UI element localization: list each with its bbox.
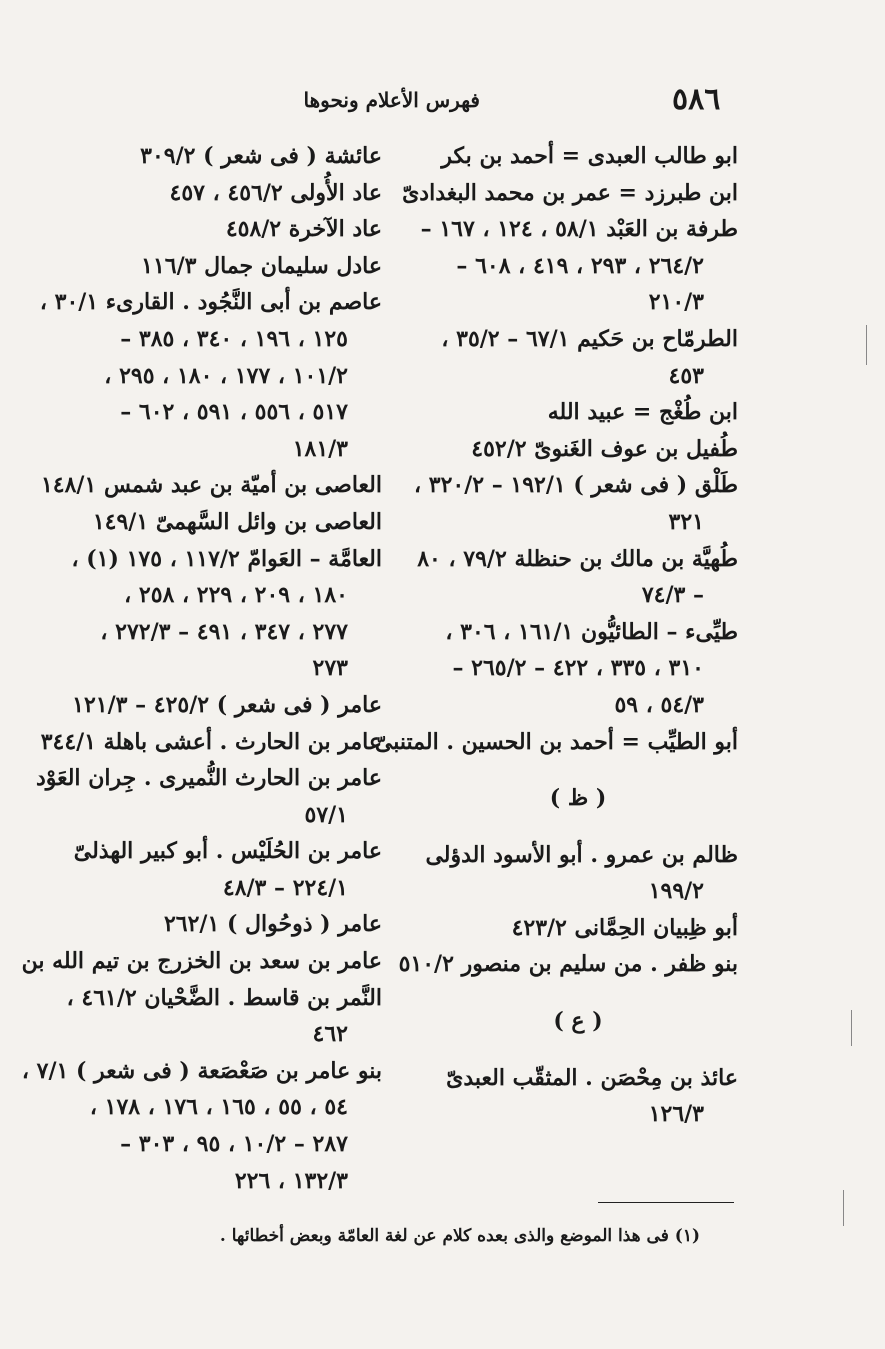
index-entry-continuation: ٤٦٢: [312, 1021, 348, 1048]
index-entry: عامر بن الحارث النُّميرى . جِران العَوْد: [35, 765, 382, 792]
margin-mark: [851, 1010, 852, 1046]
index-entry: عامر بن الحارث . أعشى باهلة ٣٤٤/١: [40, 728, 382, 755]
index-entry: بنو ظفر . من سليم بن منصور ٥١٠/٢: [398, 951, 738, 978]
index-entry-continuation: ٥١٧ ، ٥٥٦ ، ٥٩١ ، ٦٠٢ –: [120, 399, 348, 426]
index-entry-continuation: ٢٧٣: [312, 655, 348, 682]
index-entry: أبو الطيِّب = أحمد بن الحسين . المتنبىّ: [374, 728, 738, 755]
index-entry-continuation: ٢٦٤/٢ ، ٢٩٣ ، ٤١٩ ، ٦٠٨ –: [456, 252, 704, 279]
index-entry: طُهيَّة بن مالك بن حنظلة ٧٩/٢ ، ٨٠: [417, 545, 738, 572]
index-entry: ظالم بن عمرو . أبو الأسود الدؤلى: [425, 841, 738, 868]
index-entry: عادل سليمان جمال ١١٦/٣: [141, 252, 382, 279]
page-number: ٥٨٦: [672, 82, 721, 117]
index-entry: ابو طالب العبدى = أحمد بن بكر: [441, 143, 738, 169]
index-entry: عائشة ( فى شعر ) ٣٠٩/٢: [140, 143, 382, 169]
index-entry: طيِّىء – الطائيُّون ١٦١/١ ، ٣٠٦ ،: [445, 618, 738, 645]
index-entry-continuation: ٤٥٣: [668, 362, 704, 389]
index-entry: طرفة بن العَبْد ٥٨/١ ، ١٢٤ ، ١٦٧ –: [420, 216, 738, 243]
index-entry: عاد الآخرة ٤٥٨/٢: [225, 216, 382, 243]
section-spacer: [418, 760, 738, 780]
index-entry-continuation: ١٢٥ ، ١٩٦ ، ٣٤٠ ، ٣٨٥ –: [120, 325, 348, 352]
footnote: (١) فى هذا الموضع والذى بعده كلام عن لغة العامّة وبعض أخطائها .: [219, 1226, 700, 1246]
index-entry: العاصى بن أميّة بن عبد شمس ١٤٨/١: [40, 472, 382, 499]
index-column-right: [374, 138, 738, 1133]
index-column-left: [21, 138, 382, 1199]
section-spacer: [418, 817, 738, 837]
margin-mark: [866, 325, 867, 365]
index-entry: عاصم بن أبى النَّجُود . القارىء ٣٠/١ ،: [39, 289, 382, 316]
index-entry-continuation: ٢٢٤/١ – ٤٨/٣: [222, 874, 348, 901]
index-entry-continuation: ١٩٩/٢: [648, 878, 704, 905]
index-entry: العامَّة – العَوامّ ١١٧/٢ ، ١٧٥ (١) ،: [71, 545, 382, 572]
margin-mark: [843, 1190, 844, 1226]
index-entry-continuation: ١٠١/٢ ، ١٧٧ ، ١٨٠ ، ٢٩٥ ،: [104, 362, 348, 389]
index-entry-continuation: ١٨٠ ، ٢٠٩ ، ٢٢٩ ، ٢٥٨ ،: [124, 582, 348, 609]
index-entry: أبو ظِبيان الحِمَّانى ٤٢٣/٢: [511, 914, 738, 941]
index-entry-continuation: ٢٧٧ ، ٣٤٧ ، ٤٩١ – ٢٧٢/٣ ،: [100, 618, 348, 645]
index-entry: ابن طُغْج = عبيد الله: [547, 399, 738, 426]
index-entry: عائذ بن مِحْصَن . المثقّب العبدىّ: [446, 1064, 738, 1091]
section-spacer: [418, 1040, 738, 1060]
index-entry: عاد الأُولى ٤٥٦/٢ ، ٤٥٧: [169, 179, 382, 206]
index-entry: طُفيل بن عوف الغَنوىّ ٤٥٢/٢: [471, 435, 738, 462]
running-head: فهرس الأعلام ونحوها: [303, 88, 480, 112]
index-entry: عامر بن الحُلَيْس . أبو كبير الهذلىّ: [73, 838, 382, 865]
index-entry: عامر ( فى شعر ) ٤٢٥/٢ – ١٢١/٣: [72, 691, 382, 718]
index-entry-continuation: – ٧٤/٣: [641, 582, 704, 609]
index-entry-continuation: ٥٧/١: [304, 801, 348, 828]
index-entry: طَلْق ( فى شعر ) ١٩٢/١ – ٣٢٠/٢ ،: [413, 472, 738, 499]
index-entry-continuation: ١٨١/٣: [292, 435, 348, 462]
section-letter: ( ظ ): [549, 785, 607, 812]
index-entry-continuation: ٥٤/٣ ، ٥٩: [614, 691, 704, 718]
index-entry: بنو عامر بن صَعْصَعة ( فى شعر ) ٧/١ ،: [21, 1057, 382, 1084]
index-entry-continuation: ٢١٠/٣: [648, 289, 704, 316]
page-header: [0, 80, 885, 120]
index-entry-continuation: ١٣٢/٣ ، ٢٢٦: [234, 1167, 348, 1194]
index-entry: النَّمر بن قاسط . الضَّحْيان ٤٦١/٢ ،: [66, 984, 382, 1011]
index-entry: العاصى بن وائل السَّهمىّ ١٤٩/١: [92, 508, 382, 535]
index-entry-continuation: ٥٤ ، ٥٥ ، ١٦٥ ، ١٧٦ ، ١٧٨ ،: [89, 1094, 348, 1121]
index-entry: عامر بن سعد بن الخزرج بن تيم الله بن: [21, 948, 382, 975]
index-entry: الطرمّاح بن حَكيم ٦٧/١ – ٣٥/٢ ،: [441, 325, 738, 352]
index-entry-continuation: ٢٨٧ – ١٠/٢ ، ٩٥ ، ٣٠٣ –: [120, 1131, 348, 1158]
index-entry-continuation: ٣٢١: [668, 508, 704, 535]
section-spacer: [418, 983, 738, 1003]
index-entry: ابن طبرزد = عمر بن محمد البغدادىّ: [402, 179, 738, 206]
section-letter: ( ع ): [553, 1008, 603, 1035]
index-entry-continuation: ٣١٠ ، ٣٣٥ ، ٤٢٢ – ٢٦٥/٢ –: [452, 655, 704, 682]
footnote-rule: [598, 1202, 734, 1203]
index-entry: عامر ( ذوحُوال ) ٢٦٢/١: [163, 911, 382, 938]
index-entry-continuation: ١٢٦/٣: [648, 1101, 704, 1128]
